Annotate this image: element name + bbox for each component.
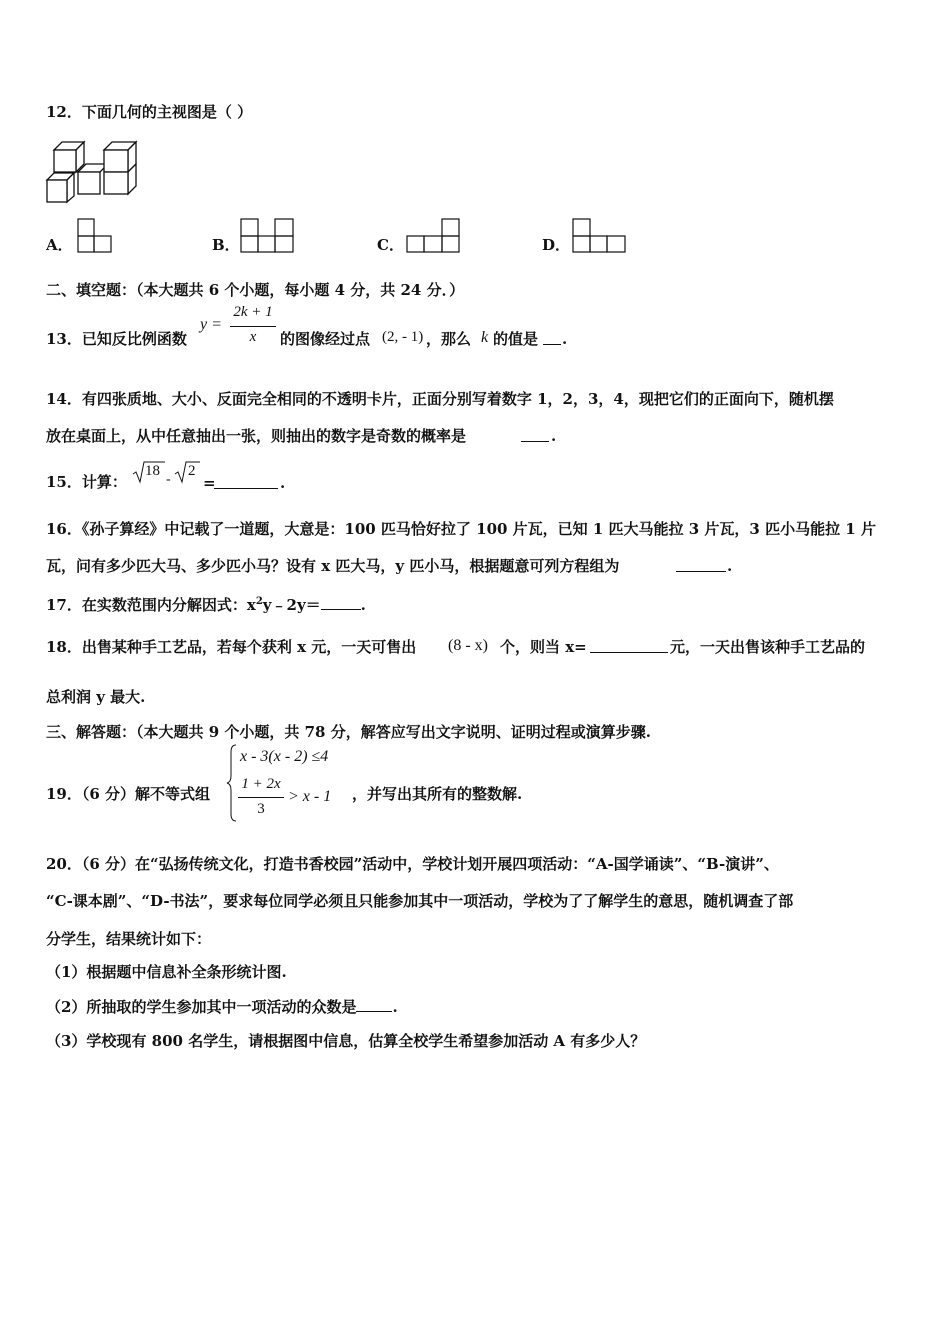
q13-suffix: 的值是: [493, 330, 539, 348]
option-d-figure: [572, 218, 628, 254]
section-3-heading: 三、解答题：（本大题共 9 个小题，共 78 分，解答应写出文字说明、证明过程或演算步骤.: [46, 723, 651, 741]
q16-end: .: [727, 557, 733, 575]
q19-rhs: > x - 1: [288, 788, 332, 805]
q18-expr: (8 - x): [448, 637, 488, 654]
q14-answer-blank[interactable]: [521, 427, 549, 442]
q15-answer-blank[interactable]: [214, 474, 278, 489]
q19-denominator: 3: [257, 801, 265, 817]
q15-radicand-1: 18: [145, 463, 160, 479]
q15-end: .: [280, 474, 286, 492]
q16-line1: 16．《孙子算经》中记载了一道题，大意是：100 匹马恰好拉了 100 片瓦，已知 1 匹大马能拉 3 片瓦，3 匹小马能拉 1 片: [46, 520, 876, 538]
q16-line2: 瓦，问有多少匹大马、多少匹小马？设有 x 匹大马，y 匹小马，根据题意可列方程组为: [46, 557, 620, 575]
q15-equals: =: [203, 474, 216, 492]
q20-sub1: （1）根据题中信息补全条形统计图.: [46, 963, 287, 981]
q20-line2: “C-课本剧”、“D-书法”，要求每位同学必须且只能参加其中一项活动，学校为了了解学生的意思，随机调查了部: [46, 892, 794, 910]
q14-line1: 14．有四张质地、大小、反面完全相同的不透明卡片，正面分别写着数字 1，2，3，4，现把它们的正面向下，随机摆: [46, 390, 834, 408]
q18-line2: 总利润 y 最大.: [46, 688, 146, 706]
q20-sub2-end: .: [392, 998, 398, 1016]
q19-fraction-bar: [238, 797, 284, 798]
q18-suffix: 元，一天出售该种手工艺品的: [670, 638, 866, 656]
option-a-figure: [77, 218, 113, 254]
option-b-label: B．: [212, 236, 240, 254]
q19-inequality-1: x - 3(x - 2) ≤4: [240, 748, 329, 765]
q20-line1: 20．（6 分）在“弘扬传统文化，打造书香校园”活动中，学校计划开展四项活动：“A-国学诵读”、“B-演讲”、: [46, 855, 779, 873]
q13-y-eq: y =: [200, 316, 222, 333]
option-d-label: D．: [542, 236, 571, 254]
q17-answer-blank[interactable]: [321, 595, 361, 610]
q13-denominator: x: [249, 329, 257, 345]
q19-suffix: ，并写出其所有的整数解.: [352, 785, 523, 803]
q17-rest: y﹣2y＝: [262, 596, 321, 614]
q18-middle: 个，则当 x=: [500, 638, 587, 656]
cube-figure: [44, 138, 144, 206]
option-b-figure: [240, 218, 296, 254]
q20-sub2-prefix: （2）所抽取的学生参加其中一项活动的众数是: [46, 998, 357, 1016]
q13-after: ，那么: [426, 330, 472, 348]
q15-prefix: 15．计算：: [46, 473, 127, 491]
q20-sub3: （3）学校现有 800 名学生，请根据图中信息，估算全校学生希望参加活动 A 有多少人？: [46, 1032, 646, 1050]
section-2-heading: 二、填空题：（本大题共 6 个小题，每小题 4 分，共 24 分．）: [46, 281, 465, 299]
q17-sup: 2: [255, 596, 263, 607]
q18-answer-blank[interactable]: [590, 638, 668, 653]
q19-prefix: 19．（6 分）解不等式组: [46, 785, 211, 803]
option-a-label: A．: [46, 236, 73, 254]
q17-prefix: 17．在实数范围内分解因式：x: [46, 596, 256, 614]
option-c-figure: [406, 218, 462, 254]
q19-numerator: 1 + 2x: [241, 776, 281, 792]
q13-point: (2, - 1): [382, 329, 424, 345]
q13-answer-blank[interactable]: [543, 330, 561, 345]
q20-sub2-answer-blank[interactable]: [356, 997, 392, 1012]
q13-end: .: [562, 330, 568, 348]
q14-line2: 放在桌面上，从中任意抽出一张，则抽出的数字是奇数的概率是: [46, 427, 467, 445]
q18-prefix: 18．出售某种手工艺品，若每个获利 x 元，一天可售出: [46, 638, 417, 656]
q13-prefix: 13．已知反比例函数: [46, 330, 187, 348]
q16-answer-blank[interactable]: [676, 557, 726, 572]
q20-line3: 分学生，结果统计如下：: [46, 930, 212, 948]
q15-radicand-2: 2: [188, 463, 196, 479]
q15-minus: -: [166, 472, 171, 487]
option-c-label: C．: [377, 236, 404, 254]
q13-numerator: 2k + 1: [233, 304, 273, 320]
q13-fraction-bar: [230, 326, 276, 327]
q17-end: .: [360, 596, 366, 614]
q13-middle: 的图像经过点: [280, 330, 371, 348]
q12-text: 12．下面几何的主视图是（ ）: [46, 103, 253, 121]
q17-line: [46, 592, 366, 615]
q14-end: .: [551, 427, 557, 445]
q20-sub2: [46, 997, 398, 1017]
q13-k: k: [481, 329, 489, 346]
